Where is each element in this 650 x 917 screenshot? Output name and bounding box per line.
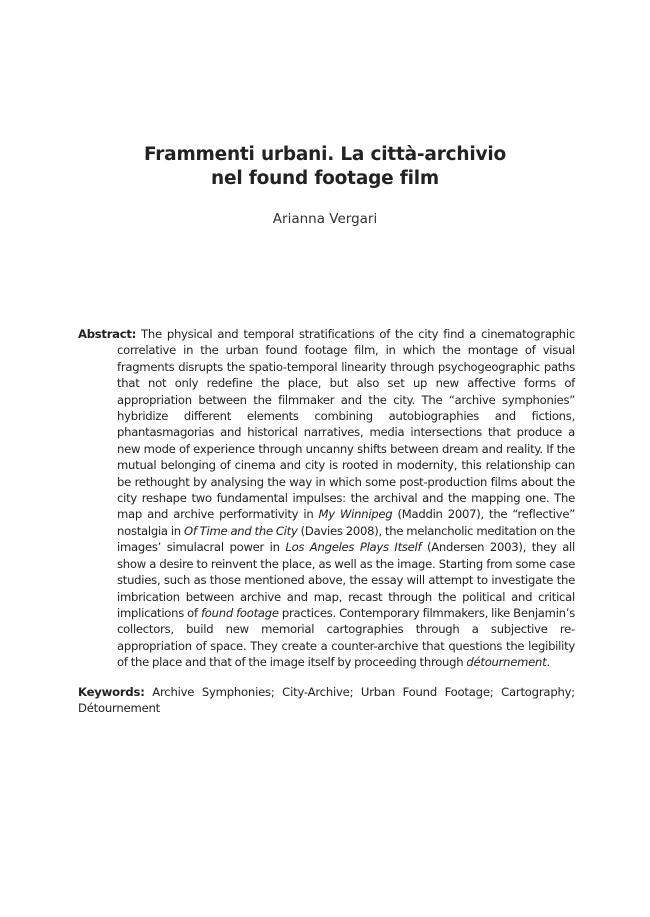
keywords-label: Keywords: (78, 685, 145, 699)
film-title-of-time-and-the-city: Of Time and the City (183, 523, 298, 538)
film-title-my-winnipeg: My Winnipeg (318, 507, 393, 522)
title-line-1: Frammenti urbani. La città-archivio (143, 144, 507, 165)
abstract-text: (Maddin 2007), the “reflective” nostalgia in (117, 507, 575, 538)
abstract-text: practices. Contemporary filmmakers, like Benjamin’s collectors, build new memorial cartographies through a subjective re-appropriation of space. They create a counter-archive that questions the legibility of the place and that of the image itself by proceeding through (117, 605, 576, 670)
keywords-paragraph (78, 684, 575, 717)
abstract-label: Abstract: (78, 327, 137, 341)
film-title-los-angeles-plays-itself: Los Angeles Plays Itself (285, 540, 422, 555)
keywords-text: Archive Symphonies; City-Archive; Urban Found Footage; Cartography; Détournement (78, 685, 575, 716)
abstract-text: . (546, 655, 550, 670)
author-name: Arianna Vergari (272, 211, 378, 227)
abstract-paragraph (78, 326, 575, 671)
abstract-text: (Davies 2008), the melancholic meditation on the images’ simulacral power in (117, 523, 575, 555)
abstract-text: The physical and temporal stratifications of the city find a cinematographic correlative in the urban found footage film, in which the montage of visual fragments disrupts the spatio-temporal linearity through psychogeographic paths that not only redefine the place, but also set up new affective forms of appropriation between the filmmaker and the city. The “archive symphonies” hybridize different elements combining autobiographies and fictions, phantasmagorias and historical narratives, media intersections that produce a new mode of experience through uncanny shifts between dream and reality. If the mutual belonging of cinema and city is rooted in modernity, this relationship can be rethought by analysing the way in which some post-production films about the city reshape two fundamental impulses: the archival and the mapping one. The map and archive performativity in (117, 327, 575, 522)
abstract-text: (Andersen 2003), they all show a desire to reinvent the place, as well as the image. Starting from some case studies, such as those mentioned above, the essay will attempt to investigate the imbrication between archive and map, recast through the political and critical implications of (117, 540, 575, 620)
title-line-2: nel found footage film (211, 168, 439, 189)
term-detournement: détournement (466, 655, 547, 670)
term-found-footage: found footage (200, 605, 279, 620)
paper-title (0, 143, 650, 191)
